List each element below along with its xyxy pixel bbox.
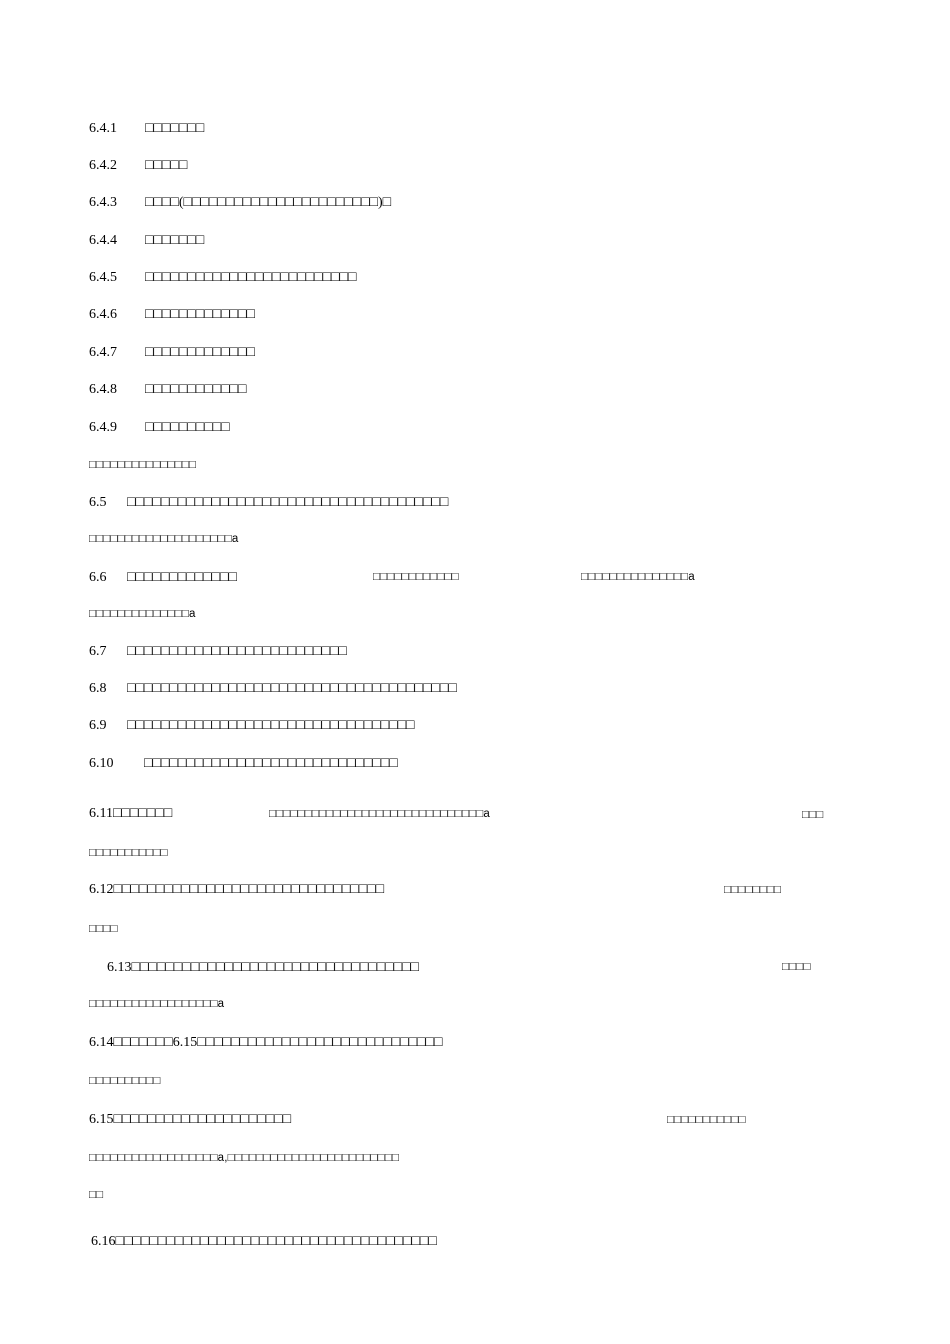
clause-text: □□□□(□□□□□□□□□□□□□□□□□□□□□□□)□ (145, 195, 392, 210)
clause-6-15-column-2: □□□□□□□□□□□ (667, 1114, 746, 1126)
clause-number: 6.4.1 (89, 121, 117, 136)
clause-number: 6.4.2 (89, 158, 117, 173)
clause-6-11: 6.11□□□□□□□ (89, 806, 173, 821)
clause-text: □□□□□□□□□□□□□ (145, 307, 255, 322)
clause-6-8 (89, 682, 457, 696)
clause-text: □□□□□□□□□□ (145, 420, 230, 435)
clause-text: □□□□□□□□□□□□□□□□□□□□□□□□□□□□□□□□□□ (127, 718, 415, 733)
clause-text: □□□□□□□□□□□□□ (127, 570, 237, 585)
clause-6-5 (89, 496, 448, 510)
clause-number: 6.4.5 (89, 270, 117, 285)
clause-6-12-column-2: □□□□□□□□ (724, 884, 782, 896)
continuation-line: □□□□□□□□□□ (89, 1075, 161, 1087)
clause-6-4-4 (89, 234, 204, 248)
clause-6-4-9 (89, 421, 230, 435)
clause-6-4-6 (89, 308, 255, 322)
clause-number: 6.4.9 (89, 420, 117, 435)
clause-6-4-1 (89, 122, 204, 136)
clause-6-11-column-2: □□□□□□□□□□□□□□□□□□□□□□□□□□□□□□a (269, 808, 490, 820)
clause-6-10 (89, 757, 398, 771)
clause-6-14: 6.14□□□□□□□6.15□□□□□□□□□□□□□□□□□□□□□□□□□□□□□ (89, 1035, 443, 1050)
clause-6-12: 6.12□□□□□□□□□□□□□□□□□□□□□□□□□□□□□□□□ (89, 882, 385, 897)
clause-6-13: 6.13□□□□□□□□□□□□□□□□□□□□□□□□□□□□□□□□□□ (107, 960, 420, 975)
clause-number: 6.5 (89, 495, 107, 510)
clause-text: □□□□□□□ (145, 233, 205, 248)
clause-6-4-3 (89, 196, 391, 210)
clause-number: 6.8 (89, 681, 107, 696)
continuation-line: □□□□□□□□□□□□□□□□□□a,□□□□□□□□□□□□□□□□□□□□□□□□ (89, 1152, 400, 1164)
clause-text: □□□□□□□□□□□□ (145, 382, 247, 397)
clause-number: 6.10 (89, 756, 114, 771)
clause-number: 6.4.3 (89, 195, 117, 210)
clause-number: 6.4.7 (89, 345, 117, 360)
clause-number: 6.9 (89, 718, 107, 733)
clause-number: 6.7 (89, 644, 107, 659)
continuation-line: □□□□□□□□□□□□□□a (89, 608, 196, 620)
clause-number: 6.4.8 (89, 382, 117, 397)
clause-6-16: 6.16□□□□□□□□□□□□□□□□□□□□□□□□□□□□□□□□□□□□□□ (91, 1234, 437, 1249)
clause-6-13-column-2: □□□□ (782, 961, 811, 973)
clause-text: □□□□□□□□□□□□□□□□□□□□□□□□□□□□□□□□□□□□□□□ (127, 681, 457, 696)
clause-text: □□□□□□□ (145, 121, 205, 136)
continuation-line: □□□□□□□□□□□ (89, 847, 168, 859)
clause-6-4-7 (89, 346, 255, 360)
clause-text: □□□□□□□□□□□□□□□□□□□□□□□□□□□□□□ (144, 756, 398, 771)
note-line: □□□□□□□□□□□□□□□ (89, 459, 197, 471)
clause-text: □□□□□□□□□□□□□□□□□□□□□□□□□□ (127, 644, 347, 659)
clause-text: □□□□□□□□□□□□□□□□□□□□□□□□□ (145, 270, 357, 285)
clause-text: □□□□□ (145, 158, 188, 173)
clause-6-6 (89, 571, 237, 585)
clause-number: 6.4.4 (89, 233, 117, 248)
continuation-line: □□□□□□□□□□□□□□□□□□□□a (89, 533, 239, 545)
clause-6-6-column-3: □□□□□□□□□□□□□□□a (581, 571, 695, 583)
continuation-line: □□ (89, 1189, 104, 1201)
clause-number: 6.6 (89, 570, 107, 585)
clause-text: □□□□□□□□□□□□□ (145, 345, 255, 360)
clause-text: □□□□□□□□□□□□□□□□□□□□□□□□□□□□□□□□□□□□□□ (127, 495, 449, 510)
continuation-line: □□□□□□□□□□□□□□□□□□a (89, 998, 225, 1010)
clause-6-4-2 (89, 159, 187, 173)
continuation-line: □□□□ (89, 923, 118, 935)
clause-6-15: 6.15□□□□□□□□□□□□□□□□□□□□□ (89, 1112, 292, 1127)
clause-6-4-5 (89, 271, 356, 285)
clause-6-11-column-3: □□□ (802, 809, 824, 821)
clause-6-7 (89, 645, 347, 659)
clause-6-4-8 (89, 383, 246, 397)
clause-6-6-column-2: □□□□□□□□□□□□ (373, 571, 459, 583)
clause-6-9 (89, 719, 415, 733)
clause-number: 6.4.6 (89, 307, 117, 322)
